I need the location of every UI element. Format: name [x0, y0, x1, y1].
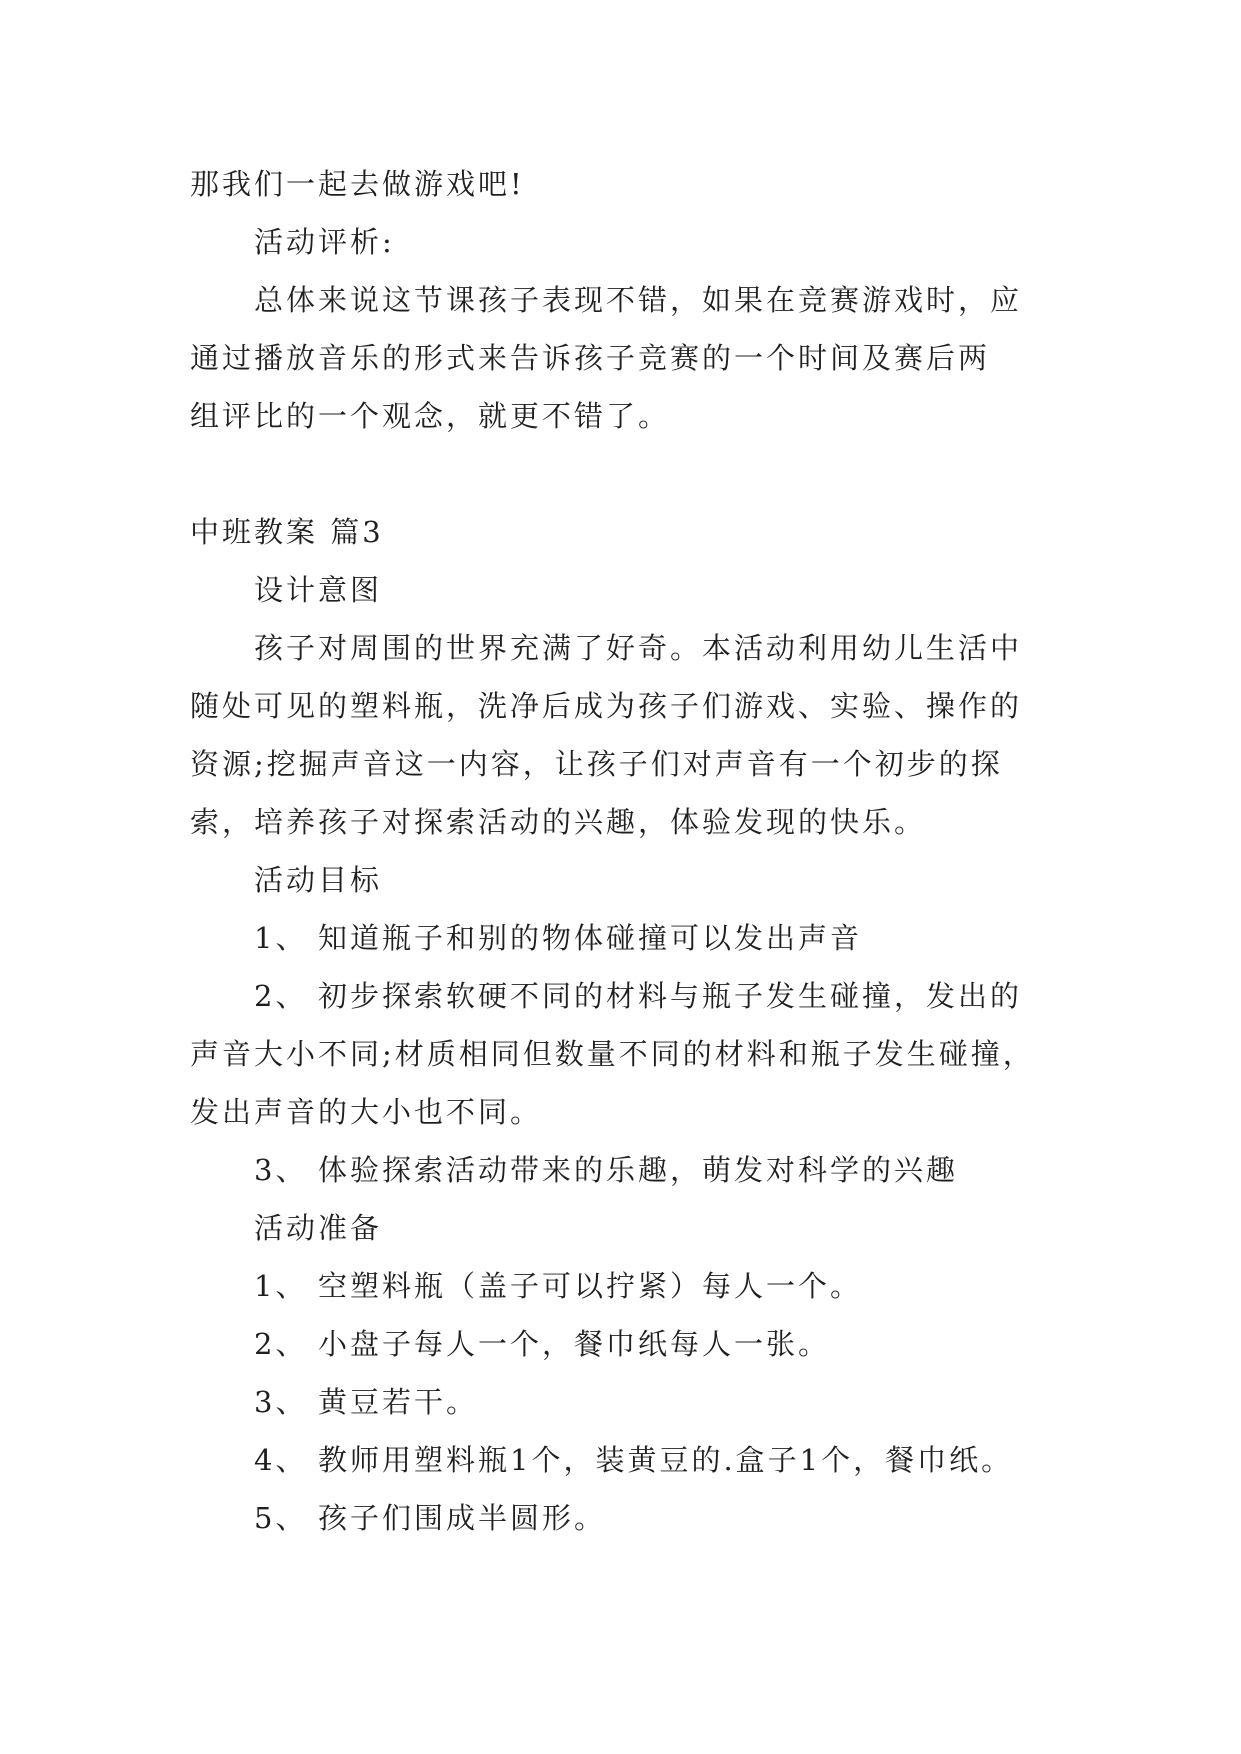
list-text: 黄豆若干。	[318, 1385, 479, 1419]
list-text: 空塑料瓶（盖子可以拧紧）每人一个。	[318, 1269, 863, 1303]
body-line: 组评比的一个观念，就更不错了。	[190, 399, 671, 433]
list-text: 教师用塑料瓶1个，装黄豆的.盒子1个，餐巾纸。	[318, 1443, 1014, 1477]
list-item	[190, 1373, 1050, 1431]
list-number: 1、	[254, 921, 308, 955]
body-line: 资源;挖掘声音这一内容，让孩子们对声音有一个初步的探	[190, 747, 1003, 781]
body-line: 发出声音的大小也不同。	[190, 1095, 543, 1129]
list-item	[190, 1257, 1050, 1315]
body-line: 孩子对周围的世界充满了好奇。本活动利用幼儿生活中	[254, 631, 1023, 665]
body-line: 通过播放音乐的形式来告诉孩子竞赛的一个时间及赛后两	[190, 341, 991, 375]
list-number: 3、	[254, 1385, 308, 1419]
list-text: 知道瓶子和别的物体碰撞可以发出声音	[318, 921, 863, 955]
list-text: 初步探索软硬不同的材料与瓶子发生碰撞，发出的	[318, 979, 1023, 1013]
list-item	[190, 1431, 1050, 1489]
subheading-analysis: 活动评析:	[254, 225, 395, 259]
body-line: 索，培养孩子对探索活动的兴趣，体验发现的快乐。	[190, 805, 927, 839]
list-item	[190, 1315, 1050, 1373]
list-number: 4、	[254, 1443, 308, 1477]
body-line: 随处可见的塑料瓶，洗净后成为孩子们游戏、实验、操作的	[190, 689, 1023, 723]
list-number: 2、	[254, 979, 308, 1013]
list-number: 3、	[254, 1153, 308, 1187]
list-number: 5、	[254, 1501, 308, 1535]
list-item	[190, 909, 1050, 967]
list-number: 2、	[254, 1327, 308, 1361]
list-text: 小盘子每人一个，餐巾纸每人一张。	[318, 1327, 831, 1361]
body-line: 声音大小不同;材质相同但数量不同的材料和瓶子发生碰撞，	[190, 1037, 1035, 1071]
document-body	[190, 155, 1050, 1547]
list-item	[190, 1489, 1050, 1547]
list-item	[190, 1141, 1050, 1199]
paragraph-gap	[190, 445, 1050, 503]
body-line: 那我们一起去做游戏吧!	[190, 167, 525, 201]
list-text: 体验探索活动带来的乐趣，萌发对科学的兴趣	[318, 1153, 959, 1187]
body-line: 总体来说这节课孩子表现不错，如果在竞赛游戏时，应	[254, 283, 1023, 317]
list-item	[190, 967, 1050, 1025]
list-text: 孩子们围成半圆形。	[318, 1501, 607, 1535]
section-title: 中班教案 篇3	[190, 515, 384, 549]
subheading-goals: 活动目标	[254, 863, 383, 897]
list-number: 1、	[254, 1269, 308, 1303]
subheading-design: 设计意图	[254, 573, 383, 607]
subheading-prep: 活动准备	[254, 1211, 383, 1245]
